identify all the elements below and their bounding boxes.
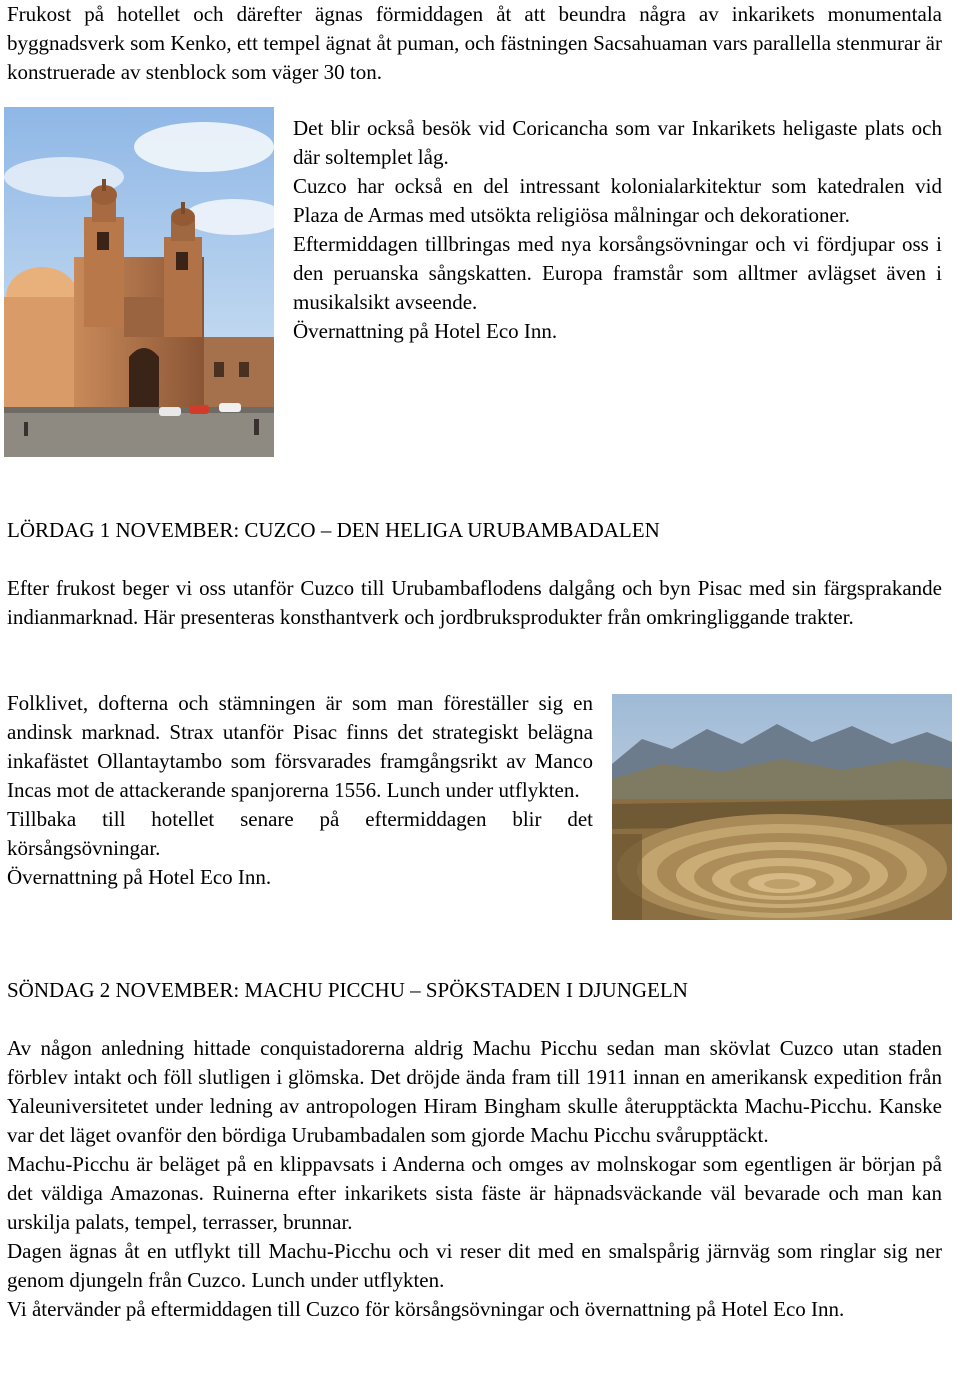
return-hotel-paragraph: Tillbaka till hotellet senare på eftermiddagen blir det körsångsövningar. bbox=[7, 807, 593, 860]
intro-section bbox=[7, 0, 942, 87]
saturday-heading: LÖRDAG 1 NOVEMBER: CUZCO – DEN HELIGA URUBAMBADALEN bbox=[7, 518, 660, 542]
overnight-paragraph: Övernattning på Hotel Eco Inn. bbox=[293, 319, 558, 343]
excursion-paragraph: Dagen ägnas åt en utflykt till Machu-Picchu och vi reser dit med en smalspårig järnväg som ringlar sig ner genom djungeln från Cuzco. Lunch under utflykten. bbox=[7, 1239, 942, 1292]
machu-picchu-location-paragraph: Machu-Picchu är beläget på en klippavsats i Anderna och omges av molnskogar som egentligen är början på det väldiga Amazonas. Ruinerna efter inkarikets sista fäste är häpnadsväckande väl bevarade och man kan urskilja palats, tempel, terrasser, brunnar. bbox=[7, 1152, 942, 1234]
folk-life-paragraph: Folklivet, dofterna och stämningen är som man föreställer sig en andinsk marknad. Strax utanför Pisac finns det strategiskt belägna inkafästet Ollantaytambo som försvarades framgångsrikt av Manco Incas mot de attackerande spanjorerna 1556. Lunch under utflykten. bbox=[7, 691, 593, 802]
coricancha-paragraph: Det blir också besök vid Coricancha som var Inkarikets heligaste plats och där soltemplet låg. bbox=[293, 116, 942, 169]
cusco-visits-column bbox=[293, 114, 942, 346]
cathedral-photo bbox=[4, 107, 274, 457]
sunday-text bbox=[7, 1034, 942, 1324]
sunday-heading: SÖNDAG 2 NOVEMBER: MACHU PICCHU – SPÖKSTADEN I DJUNGELN bbox=[7, 978, 688, 1002]
intro-paragraph: Frukost på hotellet och därefter ägnas förmiddagen åt att beundra några av inkarikets monumentala byggnadsverk som Kenko, ett tempel ägnat åt puman, och fästningen Sacsahuaman vars parallella stenmurar är konstruerade av stenblock som väger 30 ton. bbox=[7, 2, 942, 84]
machu-picchu-history-paragraph: Av någon anledning hittade conquistadorerna aldrig Machu Picchu sedan man skövlat Cuzco utan staden förblev intakt och föll slutligen i glömska. Det dröjde ända fram till 1911 innan en amerikansk expedition från Yaleuniversitetet under ledning av antropologen Hiram Bingham skulle återupptäckta Machu-Picchu. Kanske var det läget ovanför den bördiga Urubambadalen som gjorde Machu Picchu svårupptäckt. bbox=[7, 1036, 942, 1147]
saturday-overnight-paragraph: Övernattning på Hotel Eco Inn. bbox=[7, 865, 272, 889]
saturday-intro bbox=[7, 574, 942, 632]
colonial-architecture-paragraph: Cuzco har också en del intressant kolonialarkitektur som katedralen vid Plaza de Armas med utsökta religiösa målningar och dekorationer. bbox=[293, 174, 942, 227]
moray-terraces-photo bbox=[612, 694, 952, 920]
saturday-market-paragraph: Efter frukost beger vi oss utanför Cuzco till Urubambaflodens dalgång och byn Pisac med sin färgsprakande indianmarknad. Här presenteras konsthantverk och jordbruksprodukter från omkringliggande trakter. bbox=[7, 576, 942, 629]
return-cuzco-paragraph: Vi återvänder på eftermiddagen till Cuzco för körsångsövningar och övernattning på Hotel Eco Inn. bbox=[7, 1297, 845, 1321]
afternoon-choir-paragraph: Eftermiddagen tillbringas med nya korsångsövningar och vi fördjupar oss i den peruanska sångskatten. Europa framstår som alltmer avlägset även i musikalsikt avseende. bbox=[293, 232, 942, 314]
saturday-text-column bbox=[7, 689, 593, 892]
